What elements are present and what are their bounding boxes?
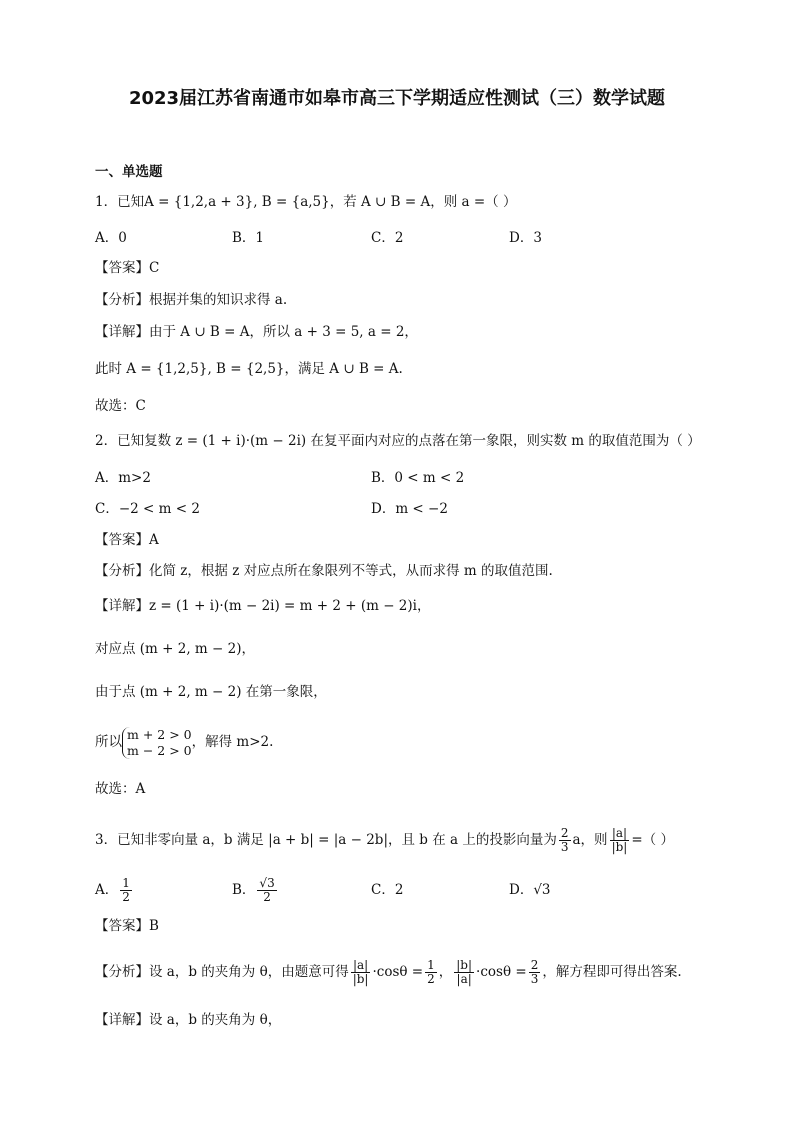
analysis-part-b: ·cosθ = — [372, 964, 424, 980]
frac-den: |b| — [352, 972, 369, 986]
frac-den: |b| — [611, 840, 628, 854]
q3-option-d: D．√3 — [509, 882, 551, 898]
q1-choose: 故选：C — [95, 398, 146, 414]
fraction-a-over-b — [610, 827, 630, 854]
q3-stem-part-a: 3．已知非零向量 a，b 满足 |a + b| = |a − 2b|，且 b 在 a 上的投影向量为 — [95, 832, 557, 848]
q2-option-c: C．−2 < m < 2 — [95, 501, 200, 517]
system-row-1: m + 2 > 0 — [127, 727, 192, 742]
q3-stem-part-b: a，则 — [572, 832, 608, 848]
q3-answer: 【答案】B — [95, 918, 159, 934]
q3-option-a — [95, 874, 134, 906]
q2-detail-2: 对应点 (m + 2, m − 2)， — [95, 641, 255, 657]
frac-num: 1 — [427, 958, 435, 972]
q3-option-b — [232, 874, 279, 906]
fraction-a-over-b — [351, 959, 371, 986]
analysis-part-c: ， — [438, 964, 453, 980]
q2-detail-4-prefix: 所以 — [95, 734, 122, 750]
frac-num: |a| — [610, 827, 630, 841]
frac-den: |a| — [456, 972, 472, 986]
analysis-part-a: 【分析】设 a，b 的夹角为 θ，由题意可得 — [95, 964, 349, 980]
fraction-two-thirds — [559, 827, 571, 854]
q2-choose: 故选：A — [95, 781, 146, 797]
q2-detail-3: 由于点 (m + 2, m − 2) 在第一象限， — [95, 684, 327, 700]
q1-detail-1: 【详解】由于 A ∪ B = A，所以 a + 3 = 5, a = 2， — [95, 324, 418, 340]
q3-analysis — [95, 956, 682, 988]
section-heading: 一、单选题 — [95, 164, 163, 180]
q1-option-c: C．2 — [371, 230, 404, 246]
frac-num: 2 — [530, 958, 539, 972]
frac-den: 2 — [122, 890, 130, 904]
fraction-root3-half — [257, 877, 276, 904]
q3-stem — [95, 824, 674, 856]
equation-system — [122, 725, 192, 761]
q1-option-b: B．1 — [232, 230, 265, 246]
option-label: B． — [232, 882, 256, 898]
system-row-2: m − 2 > 0 — [127, 743, 192, 758]
q2-detail-4 — [95, 724, 273, 761]
q1-option-d: D．3 — [509, 230, 542, 246]
q3-detail: 【详解】设 a，b 的夹角为 θ， — [95, 1012, 282, 1028]
q1-answer: 【答案】C — [95, 260, 160, 276]
fraction-two-thirds — [529, 959, 541, 986]
frac-den: 3 — [560, 840, 569, 854]
q2-stem: 2．已知复数 z = (1 + i)·(m − 2i) 在复平面内对应的点落在第一象限，则实数 m 的取值范围为（ ） — [95, 433, 701, 449]
q2-detail-4-suffix: ，解得 m>2. — [191, 734, 274, 750]
q2-option-d: D．m < −2 — [371, 501, 448, 517]
fraction-one-half — [120, 877, 132, 904]
fraction-one-half — [425, 959, 437, 986]
frac-den: 2 — [427, 972, 435, 986]
q2-option-b: B．0 < m < 2 — [371, 470, 465, 486]
frac-num: |a| — [351, 959, 371, 973]
q1-option-a: A．0 — [95, 230, 127, 246]
q2-analysis: 【分析】化简 z，根据 z 对应点所在象限列不等式，从而求得 m 的取值范围. — [95, 563, 553, 579]
frac-den: 2 — [263, 890, 271, 904]
fraction-b-over-a — [454, 959, 474, 986]
analysis-part-e: ，解方程即可得出答案. — [542, 964, 682, 980]
frac-den: 3 — [530, 972, 539, 986]
analysis-part-d: ·cosθ = — [476, 964, 527, 980]
q3-option-c: C．2 — [371, 882, 404, 898]
option-label: A． — [95, 882, 119, 898]
document-title: 2023届江苏省南通市如皋市高三下学期适应性测试（三）数学试题 — [128, 88, 666, 109]
frac-num: |b| — [456, 958, 473, 972]
q1-stem: 1．已知A = {1,2,a + 3}, B = {a,5}，若 A ∪ B = A，则 a =（ ） — [95, 194, 517, 210]
frac-num: 1 — [122, 876, 130, 890]
q1-detail-2: 此时 A = {1,2,5}, B = {2,5}，满足 A ∪ B = A. — [95, 361, 403, 377]
q2-answer: 【答案】A — [95, 532, 159, 548]
q1-analysis: 【分析】根据并集的知识求得 a. — [95, 292, 288, 308]
frac-num: 2 — [560, 826, 569, 840]
q2-detail-1: 【详解】z = (1 + i)·(m − 2i) = m + 2 + (m − 2)i， — [95, 598, 431, 614]
q2-option-a: A．m>2 — [95, 470, 151, 486]
frac-num: √3 — [259, 876, 275, 890]
q3-stem-part-c: =（ ） — [631, 832, 674, 848]
